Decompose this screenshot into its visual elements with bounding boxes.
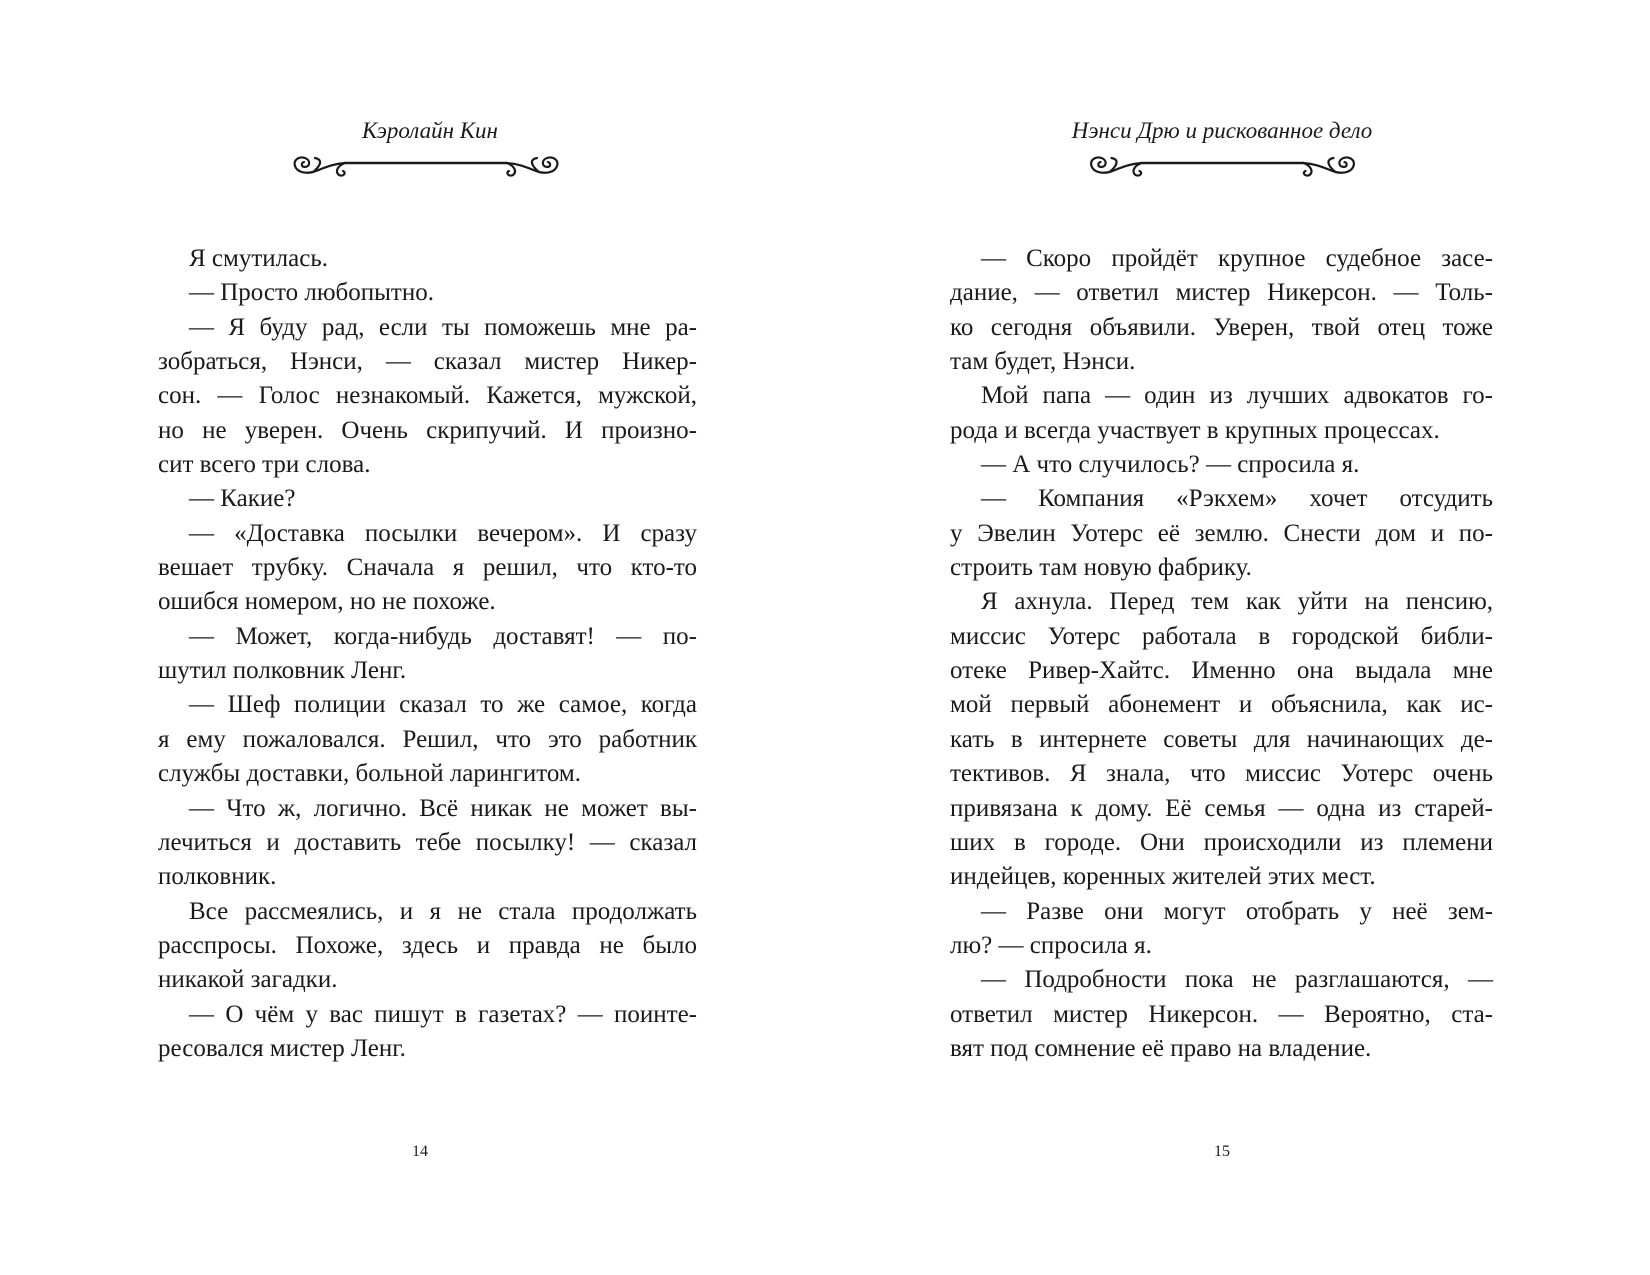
text-line: рода и всегда участвует в крупных процессах.: [950, 416, 1440, 444]
text-line: шутил полковник Ленг.: [158, 657, 407, 685]
text-line: полковник.: [158, 863, 277, 891]
text-line: ко сегодня объявили. Уверен, твой отец тоже: [950, 313, 1493, 341]
text-line: — Может, когда-нибудь доставят! — по-: [189, 622, 697, 650]
body-text-column: [158, 242, 697, 1066]
text-line: строить там новую фабрику.: [950, 554, 1252, 582]
text-line: кать в интернете советы для начинающих де-: [950, 725, 1493, 753]
text-line: вешает трубку. Сначала я решил, что кто-то: [158, 554, 697, 582]
text-line: Я смутилась.: [189, 245, 328, 272]
text-line: — Я буду рад, если ты поможешь мне ра-: [189, 313, 697, 341]
text-line: Я ахнула. Перед тем как уйти на пенсию,: [981, 588, 1493, 616]
text-line: — Шеф полиции сказал то же самое, когда: [189, 691, 697, 719]
page-number: 14: [412, 1143, 428, 1160]
text-line: я ему пожаловался. Решил, что это работник: [158, 725, 697, 753]
text-line: — А что случилось? — спросила я.: [981, 451, 1360, 479]
body-text-column: [950, 242, 1493, 1066]
text-line: но не уверен. Очень скрипучий. И произно-: [158, 416, 697, 444]
text-line: службы доставки, больной ларингитом.: [158, 760, 581, 788]
running-head-title: Нэнси Дрю и рискованное дело: [1071, 118, 1373, 143]
text-line: — Что ж, логично. Всё никак не может вы-: [189, 794, 697, 822]
running-head-author: Кэролайн Кин: [362, 118, 498, 143]
text-line: там будет, Нэнси.: [950, 348, 1136, 376]
text-line: никакой загадки.: [158, 966, 338, 994]
text-line: ших в городе. Они происходили из племени: [950, 828, 1493, 856]
text-line: у Эвелин Уотерс её землю. Снести дом и по-: [950, 519, 1493, 547]
text-line: — Скоро пройдёт крупное судебное засе-: [981, 245, 1493, 272]
ornament-divider-icon: [1080, 150, 1365, 182]
text-line: ошибся номером, но не похоже.: [158, 588, 496, 616]
text-line: лечиться и доставить тебе посылку! — сказал: [158, 828, 697, 856]
text-line: лю? — спросила я.: [950, 931, 1152, 959]
text-line: — Какие?: [189, 485, 296, 513]
text-line: вят под сомнение её право на владение.: [950, 1034, 1372, 1062]
text-line: зобраться, Нэнси, — сказал мистер Никер-: [158, 348, 697, 376]
text-line: отеке Ривер-Хайтс. Именно она выдала мне: [950, 657, 1493, 685]
text-line: ответил мистер Никерсон. — Вероятно, ста-: [950, 1000, 1493, 1028]
ornament-divider-icon: [285, 150, 567, 182]
text-line: сит всего три слова.: [158, 451, 371, 479]
text-line: расспросы. Похоже, здесь и правда не было: [158, 931, 697, 959]
text-line: ресовался мистер Ленг.: [158, 1034, 406, 1062]
text-line: — Разве они могут отобрать у неё зем-: [981, 897, 1493, 925]
text-line: Все рассмеялись, и я не стала продолжать: [189, 897, 697, 925]
text-line: — Компания «Рэкхем» хочет отсудить: [981, 485, 1493, 513]
page-number: 15: [1214, 1143, 1230, 1160]
text-line: — О чём у вас пишут в газетах? — поинте-: [189, 1000, 697, 1028]
text-line: дание, — ответил мистер Никерсон. — Толь-: [950, 279, 1493, 307]
text-line: привязана к дому. Её семья — одна из старей-: [950, 794, 1493, 822]
text-line: — «Доставка посылки вечером». И сразу: [189, 519, 697, 547]
text-line: мой первый абонемент и объяснила, как ис-: [950, 691, 1493, 719]
text-line: Мой папа — один из лучших адвокатов го-: [981, 382, 1493, 410]
text-line: — Подробности пока не разглашаются, —: [981, 966, 1493, 994]
text-line: сон. — Голос незнакомый. Кажется, мужской,: [158, 382, 697, 410]
text-line: миссис Уотерс работала в городской библи-: [950, 622, 1493, 650]
text-line: тективов. Я знала, что миссис Уотерс очень: [950, 760, 1493, 788]
right-page: [825, 0, 1650, 1275]
text-line: индейцев, коренных жителей этих мест.: [950, 863, 1376, 891]
text-line: — Просто любопытно.: [189, 279, 434, 307]
